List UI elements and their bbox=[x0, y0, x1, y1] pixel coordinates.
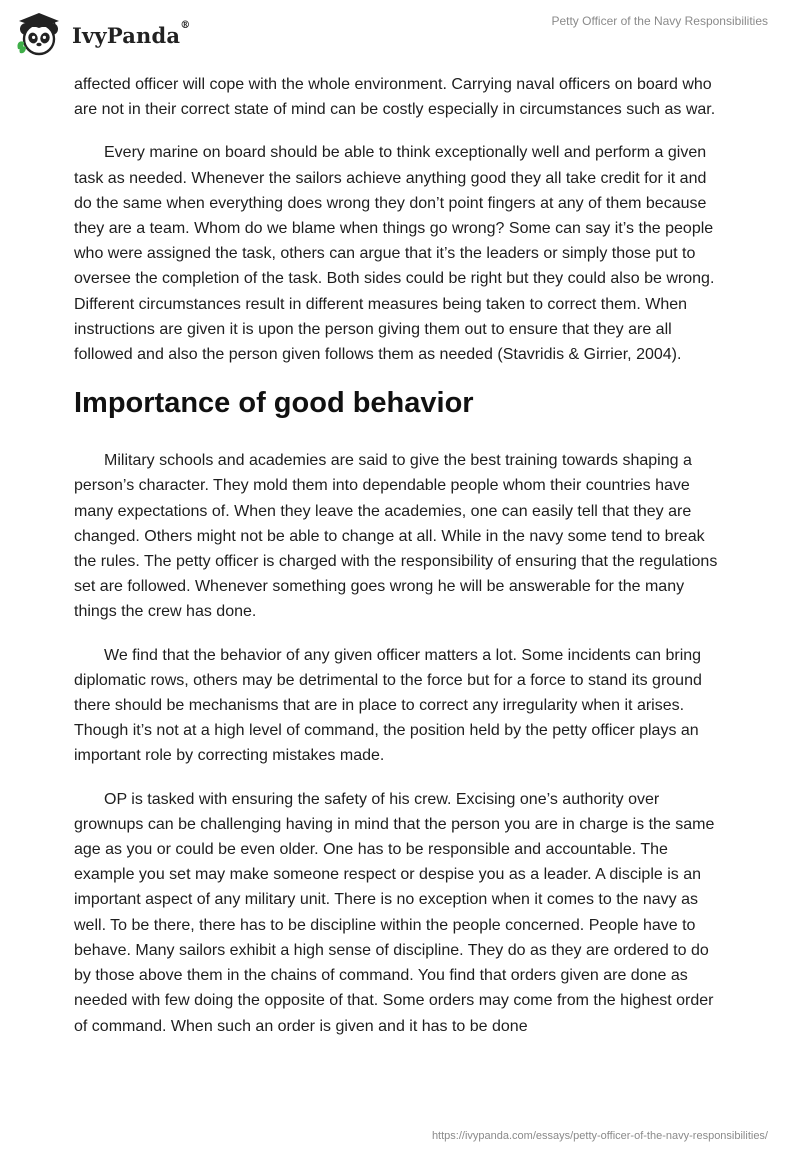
paragraph: Military schools and academies are said to give the best training towards shaping a person’s character. They mold them into dependable people whom their countries have many expectations of. When they leave the academies, one can easily tell that they are changed. Others might not be able to change at all. While in the navy some tend to break the rules. The petty officer is charged with the responsibility of ensuring that the regulations set are followed. Whenever something goes wrong he will be answerable for the many things the crew has done. bbox=[74, 452, 718, 621]
logo-text: IvyPanda® bbox=[72, 19, 191, 48]
document-title: Petty Officer of the Navy Responsibilities bbox=[551, 14, 768, 28]
section-heading: Importance of good behavior bbox=[74, 387, 474, 420]
panda-graduate-icon bbox=[14, 9, 64, 59]
page-header bbox=[0, 0, 800, 72]
paragraph: affected officer will cope with the whole environment. Carrying naval officers on board who are not in their correct state of mind can be costly especially in circumstances such as war. bbox=[74, 76, 716, 119]
paragraph: Every marine on board should be able to think exceptionally well and perform a given task as needed. Whenever the sailors achieve anything good they all take credit for it and do the same when everything does wrong they don’t point fingers at any of them because they are a team. Whom do we blame when things go wrong? Some can say it’s the people who were assigned the task, others can argue that it’s the leaders or simply those put to oversee the completion of the task. Both sides could be right but they could also be wrong. Different circumstances result in different measures being taken to correct them. When instructions are given it is upon the person giving them out to ensure that they are all followed and also the person given follows them as needed (Stavridis & Girrier, 2004). bbox=[74, 144, 715, 364]
paragraph: We find that the behavior of any given officer matters a lot. Some incidents can bring diplomatic rows, others may be detrimental to the force but for a force to stand its ground there should be mechanisms that are in place to correct any irregularity when it arises. Though it’s not at a high level of command, the position held by the petty officer plays an important role by correcting mistakes made. bbox=[74, 646, 702, 765]
essay-content bbox=[74, 72, 726, 1057]
source-url[interactable]: https://ivypanda.com/essays/petty-officer-of-the-navy-responsibilities/ bbox=[431, 1130, 768, 1142]
paragraph: OP is tasked with ensuring the safety of his crew. Excising one’s authority over grownups can be challenging having in mind that the person you are in charge is the same age as you or could be even older. One has to be responsible and accountable. The example you set may make someone respect or despise you as a leader. A disciple is an important aspect of any military unit. There is no exception when it comes to the navy as well. To be there, there has to be discipline within the people concerned. People have to behave. Many sailors exhibit a high sense of discipline. They do as they are ordered to do by those above them in the chains of command. You find that orders given are done as needed with few doing the opposite of that. Some orders may come from the highest order of command. When such an order is given and it has to be done bbox=[74, 790, 715, 1035]
ivypanda-logo[interactable] bbox=[14, 9, 190, 59]
